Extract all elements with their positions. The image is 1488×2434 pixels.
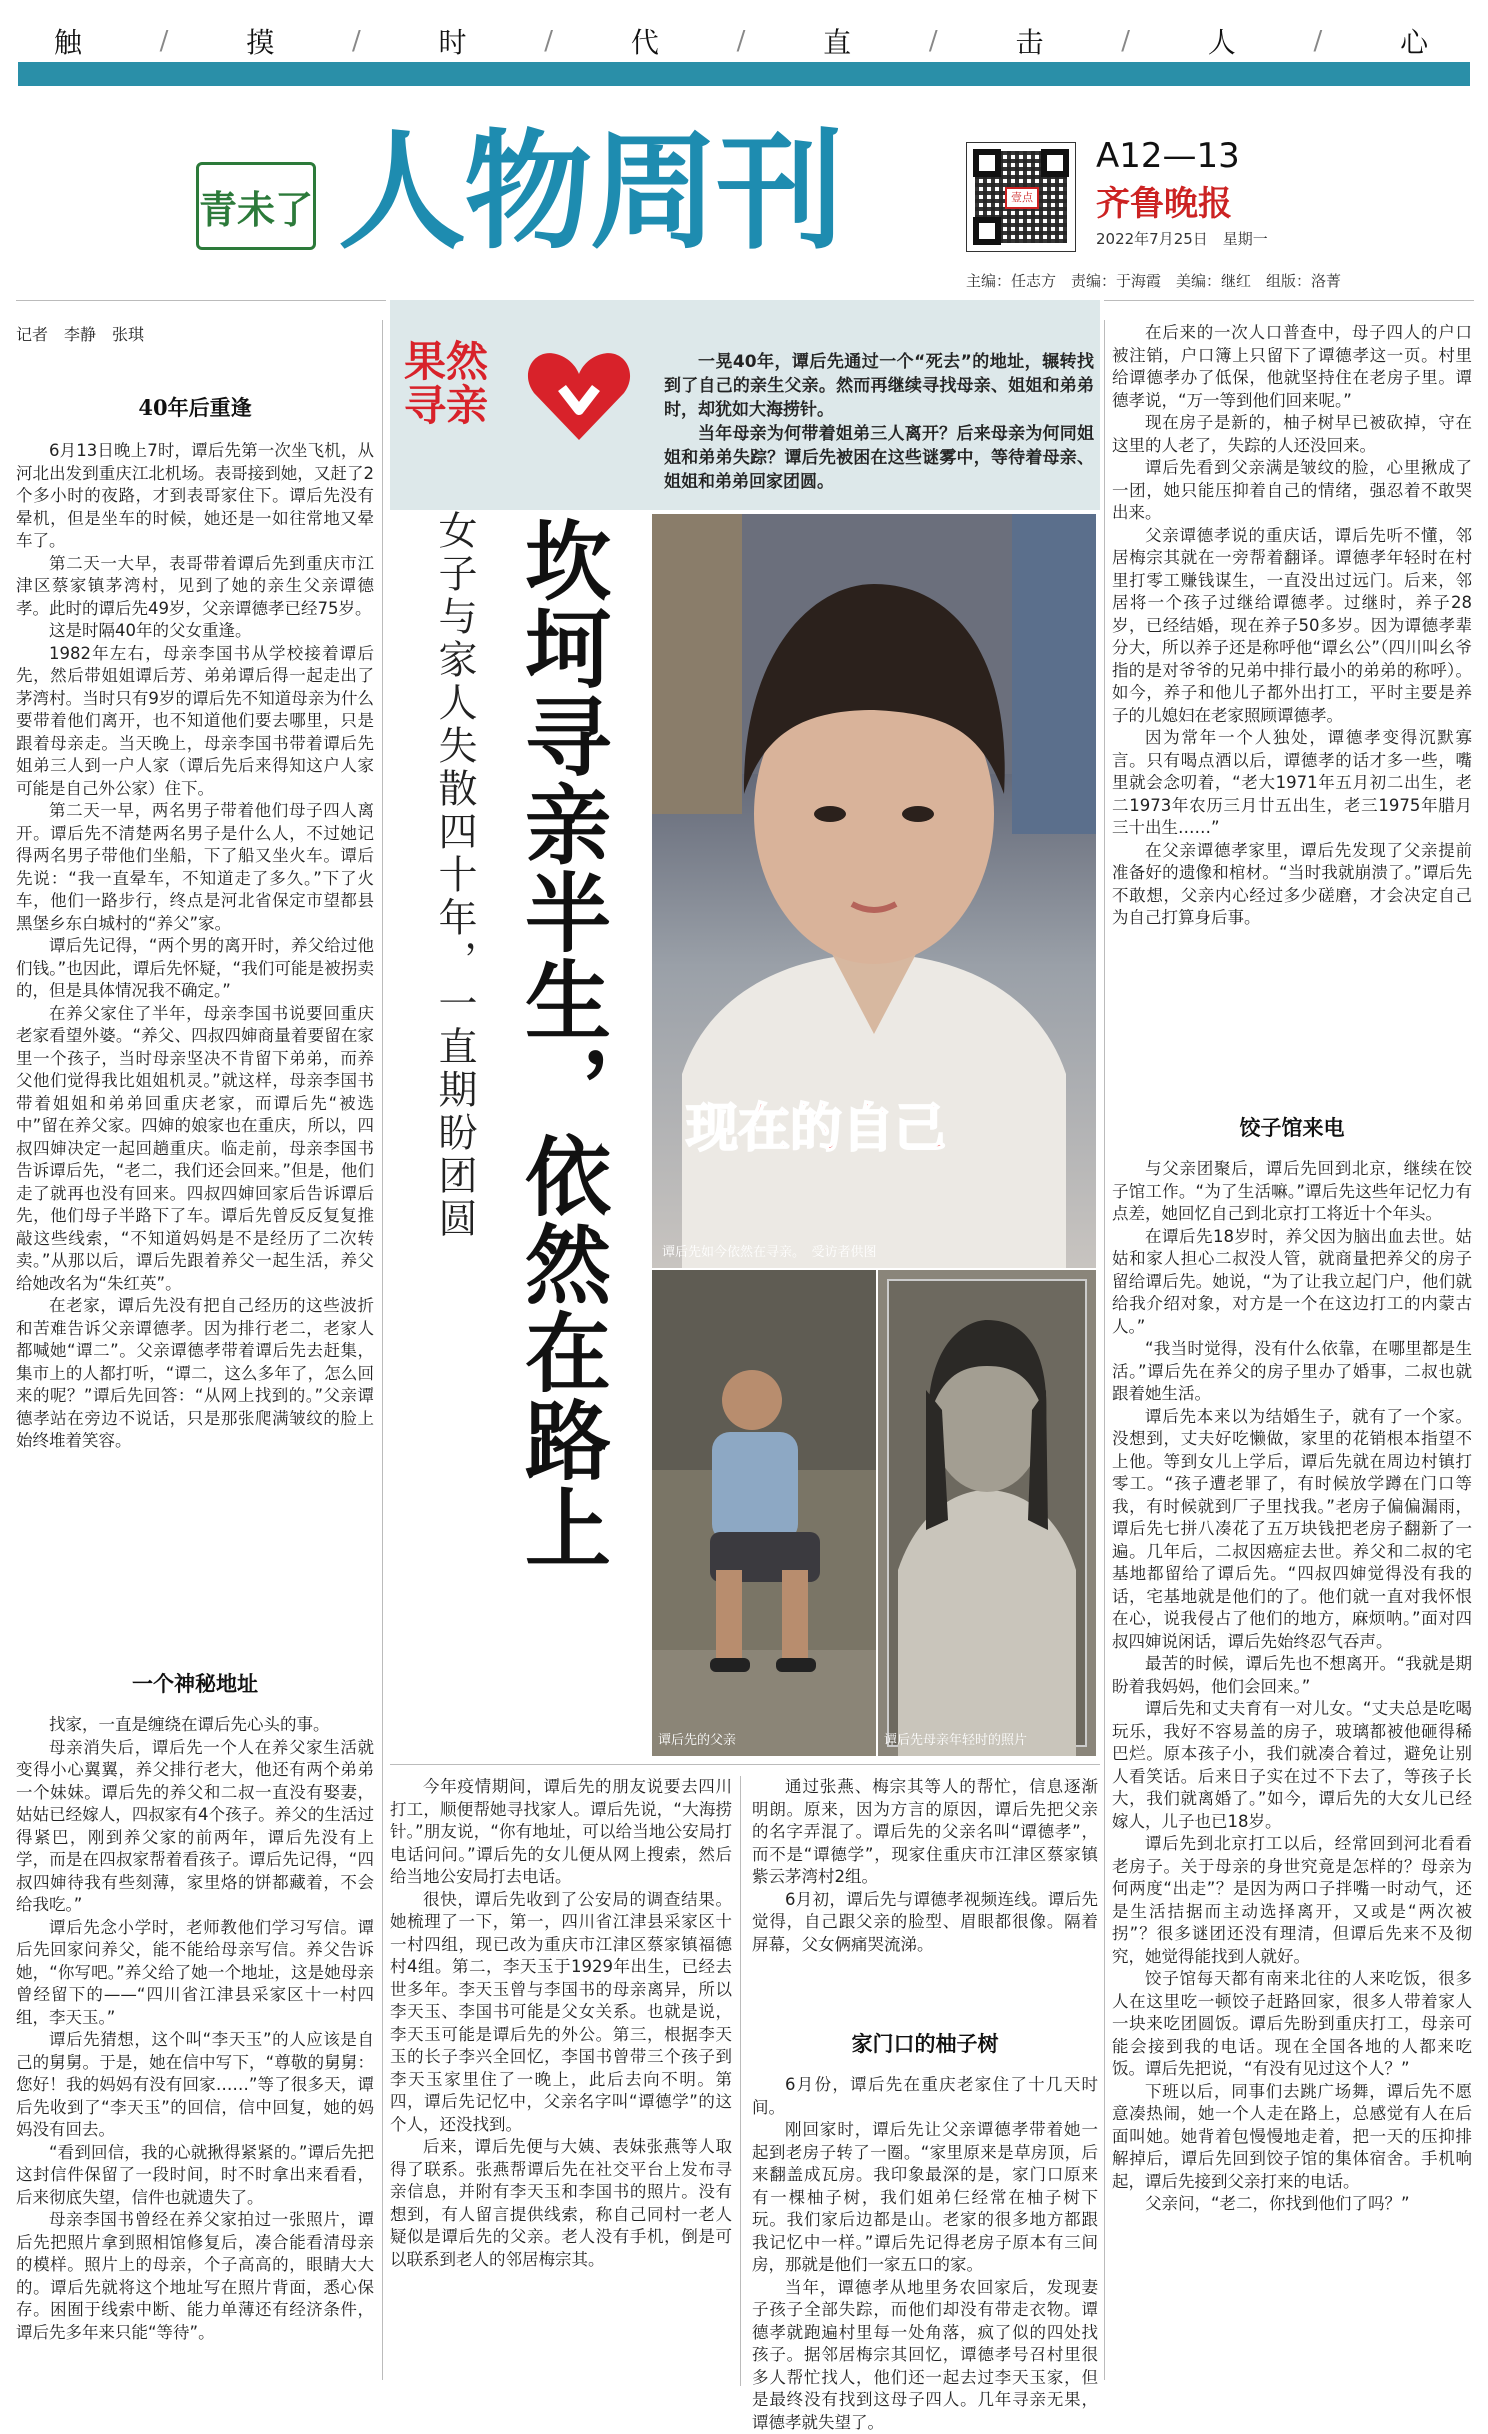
- intro-paragraph: 一晃40年，谭后先通过一个“死去”的地址，辗转找到了自己的亲生父亲。然而再继续寻找母亲、姐姐和弟弟时，却犹如大海捞针。: [664, 350, 1094, 422]
- paragraph: 今年疫情期间，谭后先的朋友说要去四川打工，顺便帮她寻找家人。谭后先说，“大海捞针。”朋友说，“你有地址，可以给当地公安局打电话问问。”谭后先的女儿便从网上搜索，然后给当地公安局打去电话。: [390, 1776, 732, 1889]
- slogan-separator: /: [544, 26, 559, 56]
- slogan-char: 击: [1015, 21, 1049, 61]
- kicker-line: 寻亲: [404, 384, 644, 428]
- paragraph: 6月13日晚上7时，谭后先第一次坐飞机，从河北出发到重庆江北机场。表哥接到她，又赶了2个多小时的夜路，才到表哥家住下。谭后先没有晕机，但是坐车的时候，她还是一如往常地又晕车了。: [16, 440, 374, 553]
- section-body-2b: [390, 1776, 732, 2386]
- paragraph: 第二天一大早，表哥带着谭后先到重庆市江津区蔡家镇茅湾村，见到了她的亲生父亲谭德孝。此时的谭后先49岁，父亲谭德孝已经75岁。: [16, 553, 374, 621]
- paragraph: 当年，谭德孝从地里务农回家后，发现妻子孩子全部失踪，而他们却没有带走衣物。谭德孝就跑遍村里每一处角落，疯了似的四处找孩子。据邻居梅宗其回忆，谭德孝号召村里很多人帮忙找人，他们还一起去过李天玉家，但是最终没有找到这母子四人。几年寻亲无果，谭德孝就失望了。: [752, 2277, 1098, 2434]
- slogan-separator: /: [352, 26, 367, 56]
- slogan-separator: /: [160, 26, 175, 56]
- paragraph: “我当时觉得，没有什么依靠，在哪里都是生活。”谭后先在养父的房子里办了婚事，二叔也就跟着她生活。: [1112, 1338, 1472, 1406]
- paragraph: 通过张燕、梅宗其等人的帮忙，信息逐渐明朗。原来，因为方言的原因，谭后先把父亲的名字弄混了。谭后先的父亲名叫“谭德孝”，而不是“谭德学”，现家住重庆市江津区蔡家镇紫云茅湾村2组。: [752, 1776, 1098, 1889]
- paragraph: 谭后先本来以为结婚生子，就有了一个家。没想到，丈夫好吃懒做，家里的花销根本指望不上他。等到女儿上学后，谭后先就在周边村镇打零工。“孩子遭老罪了，有时候放学蹲在门口等我，有时候就到厂子里找我。”老房子偏偏漏雨，谭后先七拼八凑花了五万块钱把老房子翻新了一遍。几年后，二叔因癌症去世。养父和二叔的宅基地都留给了谭后先。“四叔四婶觉得没有我的话，宅基地就是他们的了。他们就一直对我怀恨在心，说我侵占了他们的地方，麻烦呐。”面对四叔四婶说闲话，谭后先始终忍气吞声。: [1112, 1406, 1472, 1654]
- section-heading: 一个神秘地址: [16, 1668, 374, 1698]
- column-divider: [1104, 320, 1105, 2380]
- header-rule: [16, 300, 386, 301]
- portrait-photo: [652, 514, 1096, 1268]
- slogan-char: 摸: [246, 21, 280, 61]
- father-illustration: [652, 1270, 876, 1756]
- slogan-separator: /: [929, 26, 944, 56]
- photo-caption: 谭后先母亲年轻时的照片: [884, 1729, 1027, 1748]
- page-number: A12—13: [1096, 136, 1240, 176]
- paragraph: 1982年左右，母亲李国书从学校接着谭后先，然后带姐姐谭后芳、弟弟谭后得一起走出了茅湾村。当时只有9岁的谭后先不知道母亲为什么要带着他们离开，也不知道他们要去哪里，只是跟着母亲走。当天晚上，母亲李国书带着谭后先姐弟三人到一户人家（谭后先后来得知这户人家可能是自己外公家）住下。: [16, 643, 374, 801]
- section-body-3b: [1112, 322, 1472, 1098]
- heart-icon: [524, 348, 634, 448]
- paragraph: 与父亲团聚后，谭后先回到北京，继续在饺子馆工作。“为了生活嘛。”谭后先这些年记忆力有点差，她回忆自己到北京打工将近十个年头。: [1112, 1158, 1472, 1226]
- paragraph: 后来，谭后先便与大姨、表妹张燕等人取得了联系。张燕帮谭后先在社交平台上发布寻亲信息，并附有李天玉和李国书的照片。没有想到，有人留言提供线索，称自己同村一老人疑似是谭后先的父亲。老人没有手机，倒是可以联系到老人的邻居梅宗其。: [390, 2136, 732, 2271]
- article-title: 坎坷寻亲半生，依然在路上: [510, 516, 610, 1576]
- slogan-bar: [18, 24, 1470, 58]
- photo-bottom-rule: [390, 1764, 1100, 1765]
- slogan-char: 触: [54, 21, 88, 61]
- kicker-line: 果然: [404, 340, 644, 384]
- section-body-3a: [752, 2074, 1098, 2386]
- paragraph: 在谭后先18岁时，养父因为脑出血去世。姑姑和家人担心二叔没人管，就商量把养父的房子留给谭后先。她说，“为了让我立起门户，他们就给我介绍对象，对方是一个在这边打工的内蒙古人。”: [1112, 1226, 1472, 1339]
- slogan-char: 代: [631, 21, 665, 61]
- paragraph: 谭后先记得，“两个男的离开时，养父给过他们钱。”也因此，谭后先怀疑，“我们可能是被拐卖的，但是具体情况我不确定。”: [16, 935, 374, 1003]
- top-color-bar: [18, 62, 1470, 86]
- slogan-char: 心: [1400, 21, 1434, 61]
- paragraph: 饺子馆每天都有南来北往的人来吃饭，很多人在这里吃一顿饺子赶路回家，很多人带着家人一块来吃团圆饭。谭后先盼到重庆打工，母亲可能会接到我的电话。现在全国各地的人都来吃饭。谭后先把说，“有没有见过这个人？”: [1112, 1968, 1472, 2081]
- father-photo: [652, 1270, 876, 1756]
- slogan-separator: /: [737, 26, 752, 56]
- paragraph: 父亲问，“老二，你找到他们了吗？”: [1112, 2193, 1472, 2216]
- slogan-char: 人: [1208, 21, 1242, 61]
- paragraph: 最苦的时候，谭后先也不想离开。“我就是期盼着我妈妈，他们会回来。”: [1112, 1653, 1472, 1698]
- slogan-separator: /: [1121, 26, 1136, 56]
- paragraph: 刚回家时，谭后先让父亲谭德孝带着她一起到老房子转了一圈。“家里原来是草房顶，后来翻盖成瓦房。我印象最深的是，家门口原来有一棵柚子树，我们姐弟仨经常在柚子树下玩。我们家后边都是山。老家的很多地方都跟我记忆中一样。”谭后先记得老房子原本有三间房，那就是他们一家五口的家。: [752, 2119, 1098, 2277]
- section-heading: 饺子馆来电: [1112, 1112, 1472, 1142]
- section-body-2c: [752, 1776, 1098, 2012]
- paragraph: 在老家，谭后先没有把自己经历的这些波折和苦难告诉父亲谭德孝。因为排行老二，老家人都喊她“谭二”。父亲谭德孝带着谭后先去赶集，集市上的人都打听，“谭二，这么多年了，怎么回来的呢？”谭后先回答：“从网上找到的。”父亲谭德孝站在旁边不说话，只是那张爬满皱纹的脸上始终堆着笑容。: [16, 1295, 374, 1453]
- slogan-separator: /: [1314, 26, 1329, 56]
- paragraph: 很快，谭后先收到了公安局的调查结果。她梳理了一下，第一，四川省江津县采家区十一村四组，现已改为重庆市江津区蔡家镇福德村4组。第二，李天玉于1929年出生，已经去世多年。李天玉曾与李国书的母亲离异，所以李天玉、李国书可能是父女关系。也就是说，李天玉可能是谭后先的外公。第三，根据李天玉的长子李兴全回忆，李国书曾带三个孩子到李天玉家里住了一晚上，此后去向不明。第四，谭后先记忆中，父亲名字叫“谭德学”的这个人，还没找到。: [390, 1889, 732, 2137]
- paragraph: 父亲谭德孝说的重庆话，谭后先听不懂，邻居梅宗其就在一旁帮着翻译。谭德孝年轻时在村里打零工赚钱谋生，一直没出过远门。后来，邻居将一个孩子过继给谭德孝。过继时，养子28岁，已经结婚，现在养子50多岁。因为谭德孝辈分大，所以养子还是称呼他“谭幺公”（四川叫幺爷指的是对爷爷的兄弟中排行最小的弟弟的称呼）。如今，养子和他儿子都外出打工，平时主要是养子的儿媳妇在老家照顾谭德孝。: [1112, 525, 1472, 728]
- mother-illustration: [878, 1270, 1096, 1756]
- photo-caption: 谭后先如今依然在寻亲。 受访者供图: [662, 1241, 877, 1260]
- section-heading: 40年后重逢: [16, 392, 374, 422]
- photo-caption: 谭后先的父亲: [658, 1729, 736, 1748]
- paragraph: 在后来的一次人口普查中，母子四人的户口被注销，户口簿上只留下了谭德孝这一页。村里给谭德孝办了低保，他就坚持住在老房子里。谭德孝说，“万一等到他们回来呢。”: [1112, 322, 1472, 412]
- paragraph: 在养父家住了半年，母亲李国书说要回重庆老家看望外婆。“养父、四叔四婶商量着要留在家里一个孩子，当时母亲坚决不肯留下弟弟，而养父他们觉得我比姐姐机灵。”就这样，母亲李国书带着姐姐和弟弟回重庆老家，而谭后先“被选中”留在养父家。四婶的娘家也在重庆，所以，四叔四婶决定一起回趟重庆。临走前，母亲李国书告诉谭后先，“老二，我们还会回来。”但是，他们走了就再也没有回来。四叔四婶回家后告诉谭后先，他们母子半路下了车。谭后先曾反反复复推敲这些线索，“不知道妈妈是不是经历了二次转卖。”从那以后，谭后先跟着养父一起生活，养父给她改名为“朱红英”。: [16, 1003, 374, 1296]
- paragraph: 第二天一早，两名男子带着他们母子四人离开。谭后先不清楚两名男子是什么人，不过她记得两名男子带他们坐船，下了船又坐火车。谭后先说：“我一直晕车，不知道走了多久。”下了火车，他们一路步行，终点是河北省保定市望都县黑堡乡东白城村的“养父”家。: [16, 800, 374, 935]
- article-subtitle: 女子与家人失散四十年，一直期盼团圆: [438, 510, 482, 1290]
- paragraph: 母亲李国书曾经在养父家拍过一张照片，谭后先把照片拿到照相馆修复后，凑合能看清母亲的模样。照片上的母亲，个子高高的，眼睛大大的。谭后先就将这个地址写在照片背面，悉心保存。困囿于线索中断、能力单薄还有经济条件，谭后先多年来只能“等待”。: [16, 2209, 374, 2344]
- qr-center-logo: 壹点: [1005, 187, 1039, 209]
- paragraph: 谭后先猜想，这个叫“李天玉”的人应该是自己的舅舅。于是，她在信中写下，“尊敬的舅舅：您好！我的妈妈有没有回家……”等了很多天，谭后先收到了“李天玉”的回信，信中回复，她的妈妈没有回去。: [16, 2029, 374, 2142]
- header-rule: [1104, 300, 1474, 301]
- photo-overlay-text: 现在的自己: [686, 1086, 946, 1161]
- section-logo: [196, 162, 316, 250]
- paragraph: 现在房子是新的，柚子树早已被砍掉，守在这里的人老了，失踪的人还没回来。: [1112, 412, 1472, 457]
- issue-date: 2022年7月25日 星期一: [1096, 228, 1268, 249]
- kicker-logo: [404, 340, 644, 460]
- column-divider: [382, 320, 383, 2380]
- paragraph: 谭后先念小学时，老师教他们学习写信。谭后先回家问养父，能不能给母亲写信。养父告诉她，“你写吧。”养父给了她一个地址，这是她母亲曾经留下的——“四川省江津县采家区十一村四组，李天玉。”: [16, 1917, 374, 2030]
- paragraph: “看到回信，我的心就揪得紧紧的。”谭后先把这封信件保留了一段时间，时不时拿出来看看，后来彻底失望，信件也就遗失了。: [16, 2142, 374, 2210]
- paragraph: 在父亲谭德孝家里，谭后先发现了父亲提前准备好的遗像和棺材。“当时我就崩溃了。”谭后先不敢想，父亲内心经过多少磋磨，才会决定自己为自己打算身后事。: [1112, 840, 1472, 930]
- paragraph: 谭后先和丈夫育有一对儿女。“丈夫总是吃喝玩乐，我好不容易盖的房子，玻璃都被他砸得稀巴烂。原本孩子小，我们就凑合着过，避免让别人看笑话。后来日子实在过不下去了，等孩子长大，我们就离婚了。”如今，谭后先的大女儿已经嫁人，儿子也已18岁。: [1112, 1698, 1472, 1833]
- masthead-title: 人物周刊: [338, 118, 958, 268]
- paragraph: 母亲消失后，谭后先一个人在养父家生活就变得小心翼翼，养父排行老大，他还有两个弟弟一个妹妹。谭后先的养父和二叔一直没有娶妻，姑姑已经嫁人，四叔家有4个孩子。养父的生活过得紧巴，刚到养父家的前两年，谭后先没有上学，而是在四叔家帮着看孩子。谭后先记得，“四叔四婶待我有些刻薄，家里烙的饼都藏着，不会给我吃。”: [16, 1737, 374, 1917]
- section-heading: 家门口的柚子树: [752, 2028, 1098, 2058]
- newspaper-name: 齐鲁晚报: [1096, 176, 1232, 225]
- intro-paragraph: 当年母亲为何带着姐弟三人离开？后来母亲为何同姐姐和弟弟失踪？谭后先被困在这些谜雾中，等待着母亲、姐姐和弟弟回家团圆。: [664, 422, 1094, 494]
- paragraph: 6月份，谭后先在重庆老家住了十几天时间。: [752, 2074, 1098, 2119]
- section-body-4: [1112, 1158, 1472, 2386]
- paragraph: 这是时隔40年的父女重逢。: [16, 620, 374, 643]
- paragraph: 因为常年一个人独处，谭德孝变得沉默寡言。只有喝点酒以后，谭德孝的话才多一些，嘴里就会念叨着，“老大1971年五月初二出生，老二1973年农历三月廿五出生，老三1975年腊月三十出生……”: [1112, 727, 1472, 840]
- editor-credits: 主编：任志方 责编：于海霞 美编：继红 组版：洛菁: [966, 270, 1341, 291]
- article-intro: [664, 350, 1094, 494]
- paragraph: 6月初，谭后先与谭德孝视频连线。谭后先觉得，自己跟父亲的脸型、眉眼都很像。隔着屏幕，父女俩痛哭流涕。: [752, 1889, 1098, 1957]
- section-body-1: [16, 440, 374, 1648]
- column-divider: [740, 1776, 741, 2386]
- section-body-2a: [16, 1714, 374, 2386]
- qr-code[interactable]: [966, 142, 1076, 252]
- byline: 记者 李静 张琪: [16, 322, 144, 345]
- slogan-char: 直: [823, 21, 857, 61]
- mother-photo: [878, 1270, 1096, 1756]
- paragraph: 谭后先看到父亲满是皱纹的脸，心里揪成了一团，她只能压抑着自己的情绪，强忍着不敢哭出来。: [1112, 457, 1472, 525]
- section-logo-text: 青未了: [199, 179, 313, 234]
- paragraph: 找家，一直是缠绕在谭后先心头的事。: [16, 1714, 374, 1737]
- slogan-char: 时: [439, 21, 473, 61]
- paragraph: 下班以后，同事们去跳广场舞，谭后先不愿意凑热闹，她一个人走在路上，总感觉有人在后面叫她。她背着包慢慢地走着，把一天的压抑排解掉后，谭后先回到饺子馆的集体宿舍。手机响起，谭后先接到父亲打来的电话。: [1112, 2081, 1472, 2194]
- paragraph: 谭后先到北京打工以后，经常回到河北看看老房子。关于母亲的身世究竟是怎样的？母亲为何两度“出走”？是因为两口子拌嘴一时动气，还是生活拮据而主动选择离开，又或是“两次被拐”？很多谜团还没有理清，但谭后先来不及彻究，她觉得能找到人就好。: [1112, 1833, 1472, 1968]
